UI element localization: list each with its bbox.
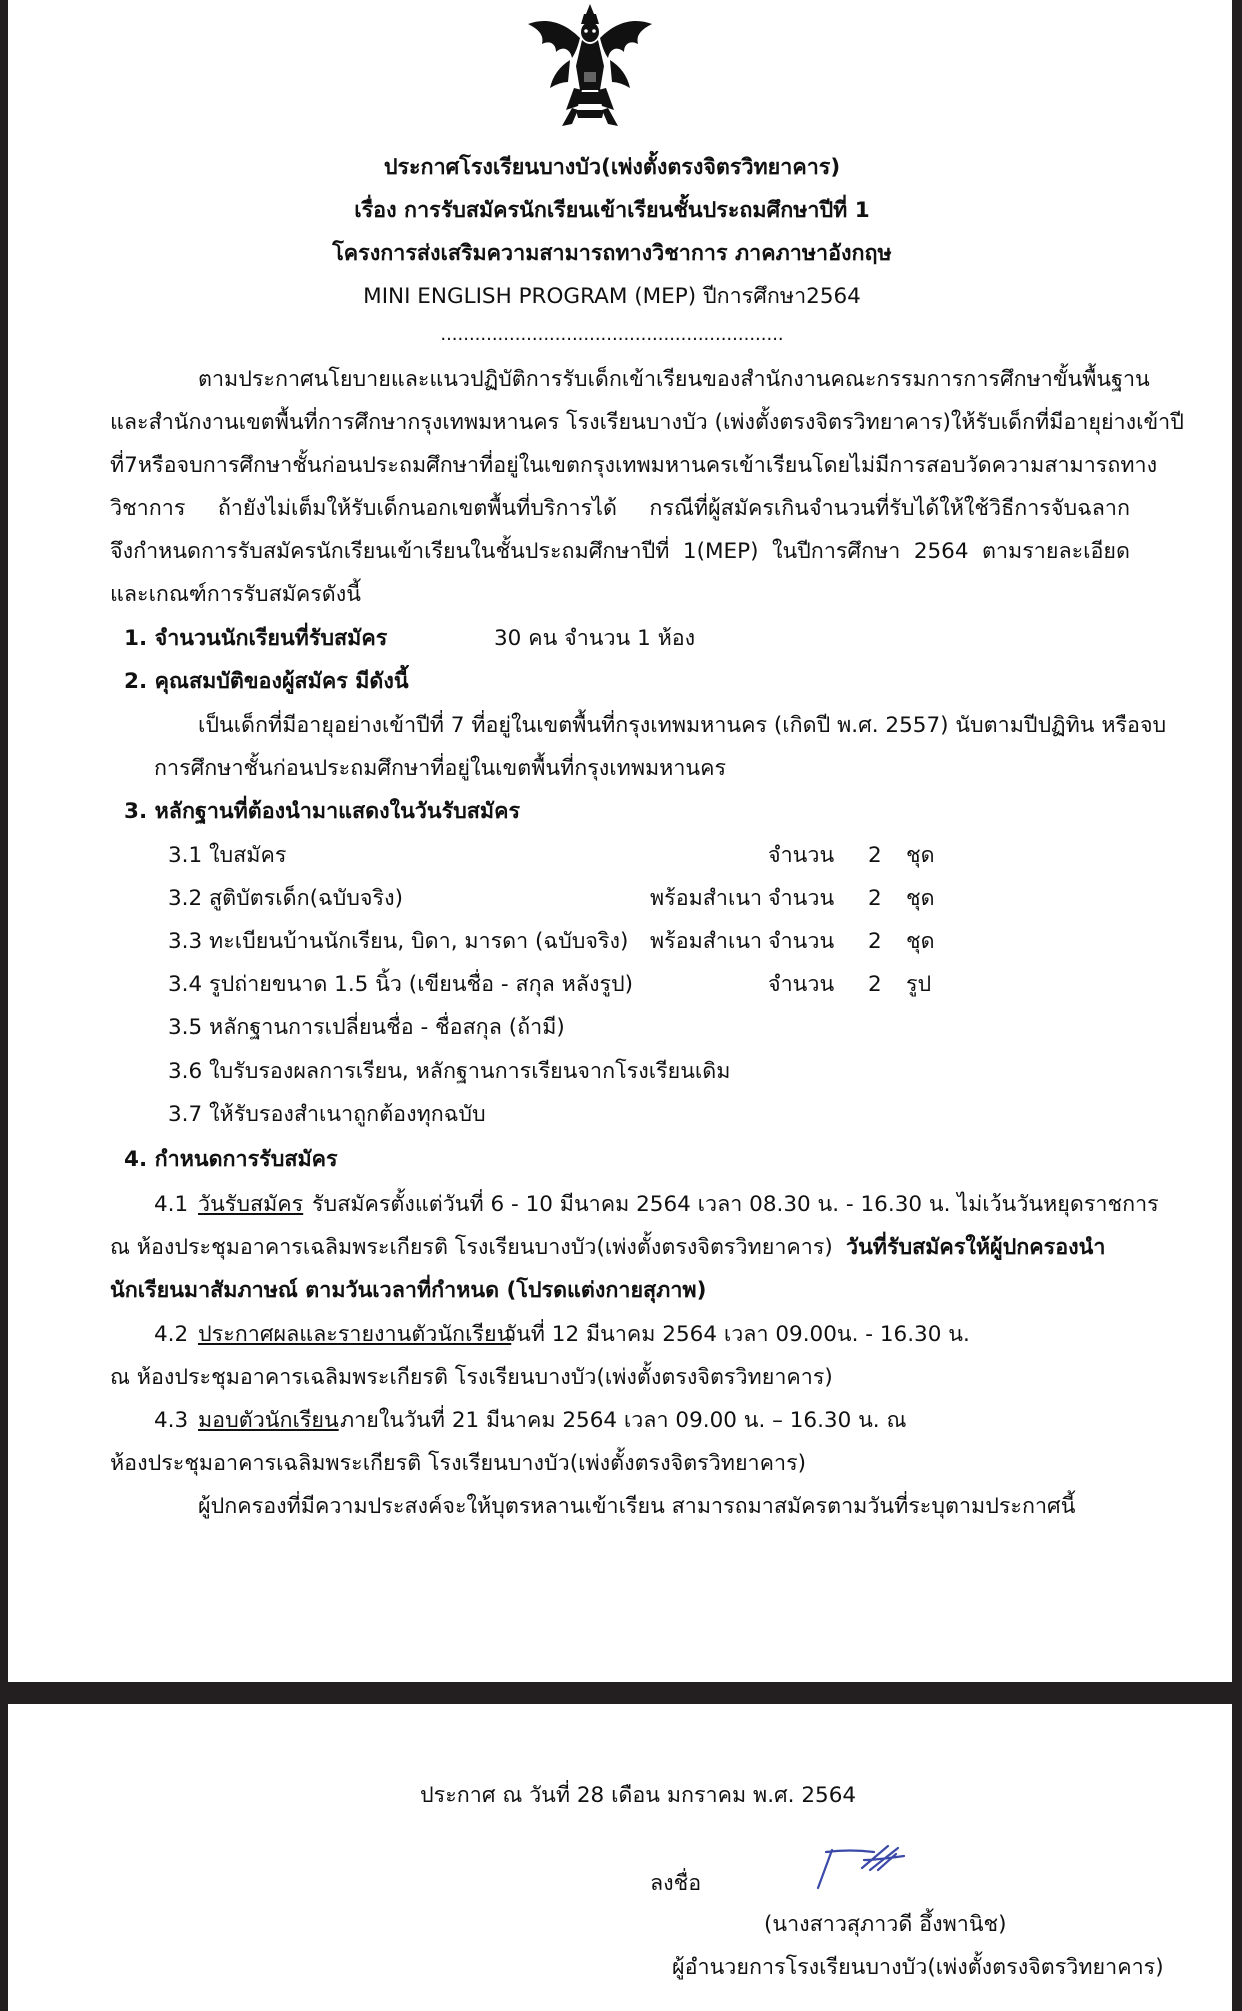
closing-statement: ผู้ปกครองที่มีความประสงค์จะให้บุตรหลานเข้าเรียน สามารถมาสมัครตามวันที่ระบุตามประกาศนี้ [198, 1494, 1076, 1519]
intro-line-3: ที่7หรือจบการศึกษาชั้นก่อนประถมศึกษาที่อยู่ในเขตกรุงเทพมหานครเข้าเรียนโดยไม่มีการสอบวัดความสามารถทาง [110, 453, 1158, 478]
section2-line-2: การศึกษาชั้นก่อนประถมศึกษาที่อยู่ในเขตพื้นที่กรุงเทพมหานคร [154, 756, 727, 781]
evidence-item-unit: ชุด [906, 886, 935, 911]
evidence-item-qty: 2 [868, 886, 882, 911]
header-line-4: MINI ENGLISH PROGRAM (MEP) ปีการศึกษา2564 [363, 284, 861, 309]
section1-detail: 30 คน จำนวน 1 ห้อง [494, 626, 696, 651]
schedule-item-title: วันรับสมัคร [198, 1192, 304, 1217]
intro-line-5: จึงกำหนดการรับสมัครนักเรียนเข้าเรียนในชั้นประถมศึกษาปีที่ 1(MEP) ในปีการศึกษา 2564 ตามรายละเอียด [110, 539, 1130, 564]
signer-name: (นางสาวสุภาวดี อึ้งพานิช) [764, 1912, 1007, 1937]
header-dots: ............................................................ [440, 324, 784, 345]
evidence-item-qty: 2 [868, 972, 882, 997]
section3-heading: 3. หลักฐานที่ต้องนำมาแสดงในวันรับสมัคร [124, 799, 520, 824]
evidence-item-label: 3.4 รูปถ่ายขนาด 1.5 นิ้ว (เขียนชื่อ - สกุล หลังรูป) [168, 972, 634, 997]
schedule-item-location: ห้องประชุมอาคารเฉลิมพระเกียรติ โรงเรียนบางบัว(เพ่งตั้งตรงจิตรวิทยาคาร) [110, 1451, 807, 1476]
section2-line-1: เป็นเด็กที่มีอายุอย่างเข้าปีที่ 7 ที่อยู่ในเขตพื้นที่กรุงเทพมหานคร (เกิดปี พ.ศ. 2557) นับตามปีปฏิทิน หรือจบ [198, 713, 1167, 738]
schedule-item-number: 4.2 [154, 1322, 189, 1347]
schedule-item-note-continued: นักเรียนมาสัมภาษณ์ ตามวันเวลาที่กำหนด (โปรดแต่งกายสุภาพ) [110, 1278, 707, 1303]
schedule-item-title: มอบตัวนักเรียน [198, 1408, 339, 1433]
intro-line-4: วิชาการ ถ้ายังไม่เต็มให้รับเด็กนอกเขตพื้นที่บริการได้ กรณีที่ผู้สมัครเกินจำนวนที่รับได้ให้ใช้วิธีการจับฉลาก [110, 496, 1130, 521]
section1-heading: 1. จำนวนนักเรียนที่รับสมัคร [124, 626, 388, 651]
handwritten-signature [812, 1840, 906, 1892]
evidence-item-copy: พร้อมสำเนา [650, 886, 763, 911]
schedule-item-number: 4.3 [154, 1408, 189, 1433]
evidence-item-label: 3.7 ให้รับรองสำเนาถูกต้องทุกฉบับ [168, 1102, 486, 1127]
evidence-item-label: 3.3 ทะเบียนบ้านนักเรียน, บิดา, มารดา (ฉบับจริง) [168, 929, 629, 954]
garuda-emblem-icon [522, 0, 658, 136]
evidence-item-label: 3.2 สูติบัตรเด็ก(ฉบับจริง) [168, 886, 403, 911]
section4-heading: 4. กำหนดการรับสมัคร [124, 1147, 338, 1172]
intro-line-6: และเกณฑ์การรับสมัครดังนี้ [110, 582, 361, 607]
header-line-2: เรื่อง การรับสมัครนักเรียนเข้าเรียนชั้นประถมศึกษาปีที่ 1 [354, 198, 870, 223]
announcement-date: ประกาศ ณ วันที่ 28 เดือน มกราคม พ.ศ. 2564 [420, 1783, 857, 1808]
schedule-item-detail: ภายในวันที่ 21 มีนาคม 2564 เวลา 09.00 น. – 16.30 น. ณ [340, 1408, 907, 1433]
schedule-item-number: 4.1 [154, 1192, 189, 1217]
evidence-item-label: 3.6 ใบรับรองผลการเรียน, หลักฐานการเรียนจากโรงเรียนเดิม [168, 1059, 731, 1084]
evidence-item-label: 3.5 หลักฐานการเปลี่ยนชื่อ - ชื่อสกุล (ถ้ามี) [168, 1015, 565, 1040]
schedule-item-note: วันที่รับสมัครให้ผู้ปกครองนำ [846, 1235, 1106, 1260]
evidence-item-unit: ชุด [906, 929, 935, 954]
evidence-item-unit: รูป [906, 972, 932, 997]
schedule-item-location: ณ ห้องประชุมอาคารเฉลิมพระเกียรติ โรงเรียนบางบัว(เพ่งตั้งตรงจิตรวิทยาคาร) [110, 1235, 833, 1260]
signature-label: ลงชื่อ [650, 1871, 702, 1896]
evidence-item-copy: พร้อมสำเนา [650, 929, 763, 954]
evidence-item-label: 3.1 ใบสมัคร [168, 843, 287, 868]
section2-heading: 2. คุณสมบัติของผู้สมัคร มีดังนี้ [124, 669, 409, 694]
header-line-1: ประกาศโรงเรียนบางบัว(เพ่งตั้งตรงจิตรวิทยาคาร) [383, 155, 841, 180]
evidence-item-amount-label: จำนวน [768, 886, 835, 911]
schedule-item-detail: รับสมัครตั้งแต่วันที่ 6 - 10 มีนาคม 2564 เวลา 08.30 น. - 16.30 น. ไม่เว้นวันหยุดราชการ [312, 1192, 1159, 1217]
intro-line-1: ตามประกาศนโยบายและแนวปฏิบัติการรับเด็กเข้าเรียนของสำนักงานคณะกรรมการการศึกษาขั้นพื้นฐาน [198, 367, 1150, 392]
intro-line-2: และสำนักงานเขตพื้นที่การศึกษากรุงเทพมหานคร โรงเรียนบางบัว (เพ่งตั้งตรงจิตรวิทยาคาร)ให้รับเด็กที่มีอายุย่างเข้าปี [110, 410, 1184, 435]
evidence-item-amount-label: จำนวน [768, 843, 835, 868]
evidence-item-qty: 2 [868, 843, 882, 868]
schedule-item-detail: วันที่ 12 มีนาคม 2564 เวลา 09.00น. - 16.30 น. [504, 1322, 970, 1347]
header-line-3: โครงการส่งเสริมความสามารถทางวิชาการ ภาคภาษาอังกฤษ [332, 241, 892, 266]
evidence-item-amount-label: จำนวน [768, 972, 835, 997]
evidence-item-unit: ชุด [906, 843, 935, 868]
schedule-item-location: ณ ห้องประชุมอาคารเฉลิมพระเกียรติ โรงเรียนบางบัว(เพ่งตั้งตรงจิตรวิทยาคาร) [110, 1365, 833, 1390]
signer-title: ผู้อำนวยการโรงเรียนบางบัว(เพ่งตั้งตรงจิตรวิทยาคาร) [672, 1955, 1164, 1980]
schedule-item-title: ประกาศผลและรายงานตัวนักเรียน [198, 1322, 512, 1347]
evidence-item-qty: 2 [868, 929, 882, 954]
evidence-item-amount-label: จำนวน [768, 929, 835, 954]
